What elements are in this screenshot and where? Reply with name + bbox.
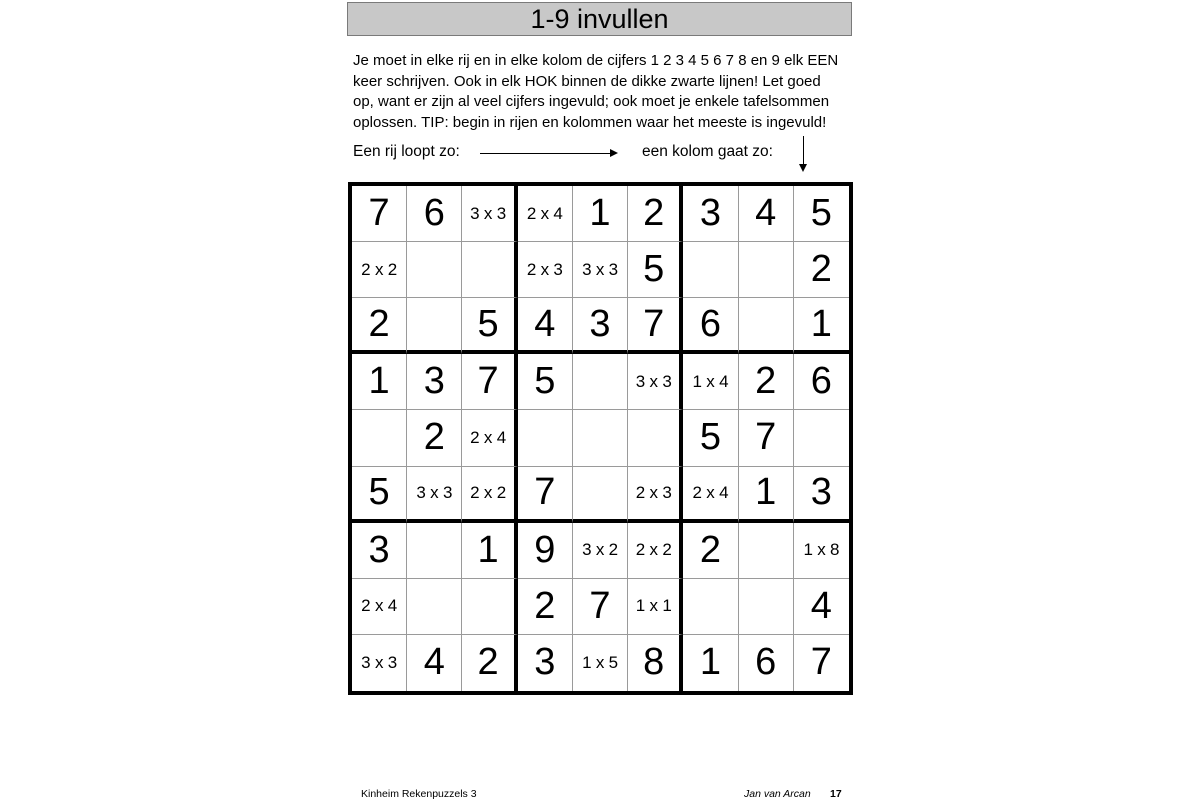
- grid-cell: 2 x 4: [518, 186, 573, 242]
- grid-cell: 2: [518, 579, 573, 635]
- empty-cell[interactable]: [462, 579, 517, 635]
- empty-cell[interactable]: [573, 467, 628, 523]
- down-arrow-icon: [803, 136, 804, 166]
- right-arrow-icon: [480, 153, 612, 154]
- grid-cell: 1 x 4: [683, 354, 738, 410]
- sudoku-grid: [348, 182, 853, 695]
- grid-cell: 3: [352, 523, 407, 579]
- grid-cell: 1: [794, 298, 849, 354]
- instruction-line: keer schrijven. Ook in elk HOK binnen de dikke zwarte lijnen! Let goed: [353, 72, 821, 90]
- grid-cell: 7: [573, 579, 628, 635]
- grid-cell: 2 x 2: [628, 523, 683, 579]
- grid-cell: 3: [794, 467, 849, 523]
- grid-cell: 2: [683, 523, 738, 579]
- grid-cell: 2: [628, 186, 683, 242]
- grid-cell: 2: [794, 242, 849, 298]
- grid-cell: 3: [407, 354, 462, 410]
- grid-cell: 2 x 4: [462, 410, 517, 466]
- instruction-line: op, want er zijn al veel cijfers ingevuld; ook moet je enkele tafelsommen: [353, 93, 830, 110]
- empty-cell[interactable]: [573, 354, 628, 410]
- grid-cell: 6: [683, 298, 738, 354]
- grid-cell: 6: [794, 354, 849, 410]
- grid-cell: 2 x 3: [628, 467, 683, 523]
- grid-cell: 3 x 3: [352, 635, 407, 691]
- grid-cell: 4: [739, 186, 794, 242]
- page-title: 1-9 invullen: [530, 3, 669, 34]
- empty-cell[interactable]: [573, 410, 628, 466]
- empty-cell[interactable]: [407, 298, 462, 354]
- column-hint-label: een kolom gaat zo:: [642, 143, 773, 160]
- grid-cell: 1: [573, 186, 628, 242]
- grid-cell: 9: [518, 523, 573, 579]
- empty-cell[interactable]: [683, 242, 738, 298]
- empty-cell[interactable]: [739, 579, 794, 635]
- grid-cell: 7: [628, 298, 683, 354]
- grid-cell: 3 x 3: [573, 242, 628, 298]
- grid-cell: 1: [352, 354, 407, 410]
- grid-cell: 2 x 3: [518, 242, 573, 298]
- empty-cell[interactable]: [407, 579, 462, 635]
- grid-cell: 3 x 3: [462, 186, 517, 242]
- grid-cell: 4: [794, 579, 849, 635]
- empty-cell[interactable]: [683, 579, 738, 635]
- grid-cell: 2: [407, 410, 462, 466]
- empty-cell[interactable]: [352, 410, 407, 466]
- grid-cell: 3: [683, 186, 738, 242]
- row-hint-label: Een rij loopt zo:: [353, 143, 460, 160]
- empty-cell[interactable]: [739, 242, 794, 298]
- grid-cell: 5: [683, 410, 738, 466]
- footer-book-title: Kinheim Rekenpuzzels 3: [361, 788, 477, 800]
- title-bar: [347, 2, 852, 36]
- grid-cell: 1: [739, 467, 794, 523]
- grid-cell: 1 x 5: [573, 635, 628, 691]
- grid-cell: 5: [518, 354, 573, 410]
- empty-cell[interactable]: [739, 298, 794, 354]
- down-arrow-head-icon: [799, 164, 807, 172]
- grid-cell: 3 x 2: [573, 523, 628, 579]
- grid-cell: 3 x 3: [407, 467, 462, 523]
- grid-cell: 4: [407, 635, 462, 691]
- grid-cell: 7: [462, 354, 517, 410]
- empty-cell[interactable]: [628, 410, 683, 466]
- instruction-line: Je moet in elke rij en in elke kolom de cijfers 1 2 3 4 5 6 7 8 en 9 elk EEN: [353, 52, 839, 69]
- grid-cell: 7: [810, 641, 832, 684]
- grid-cell: 6: [739, 635, 794, 691]
- grid-cell: 2: [739, 354, 794, 410]
- grid-cell: 2 x 4: [683, 467, 738, 523]
- grid-cell: 1 x 8: [794, 523, 849, 579]
- grid-cell: 7: [518, 467, 573, 523]
- grid-cell: 5: [462, 298, 517, 354]
- grid-cell: 5: [628, 242, 683, 298]
- grid-cell: 6: [407, 186, 462, 242]
- footer-author: Jan van Arcan: [744, 788, 811, 800]
- empty-cell[interactable]: [794, 410, 849, 466]
- grid-cell: 8: [628, 635, 683, 691]
- empty-cell[interactable]: [462, 242, 517, 298]
- grid-cell: 1 x 1: [628, 579, 683, 635]
- footer-page-number: 17: [830, 788, 842, 800]
- grid-cell: 5: [794, 186, 849, 242]
- instruction-line: oplossen. TIP: begin in rijen en kolommen waar het meeste is ingevuld!: [353, 113, 827, 131]
- grid-cell: 1: [683, 635, 738, 691]
- grid-cell: 3 x 3: [628, 354, 683, 410]
- grid-cell: 1: [462, 523, 517, 579]
- grid-cell: 2 x 2: [462, 467, 517, 523]
- grid-cell: 3: [573, 298, 628, 354]
- grid-cell: 4: [518, 298, 573, 354]
- empty-cell[interactable]: [739, 523, 794, 579]
- empty-cell[interactable]: [407, 523, 462, 579]
- grid-cell: 7: [739, 410, 794, 466]
- empty-cell[interactable]: [407, 242, 462, 298]
- right-arrow-head-icon: [610, 149, 618, 157]
- grid-cell: 3: [518, 635, 573, 691]
- grid-cell: 2 x 4: [352, 579, 407, 635]
- grid-cell: 2 x 2: [352, 242, 407, 298]
- grid-cell: 7: [352, 186, 407, 242]
- empty-cell[interactable]: [518, 410, 573, 466]
- grid-cell: 2: [462, 635, 517, 691]
- grid-cell: 2: [352, 298, 407, 354]
- grid-cell: 5: [352, 467, 407, 523]
- instructions: [353, 51, 853, 133]
